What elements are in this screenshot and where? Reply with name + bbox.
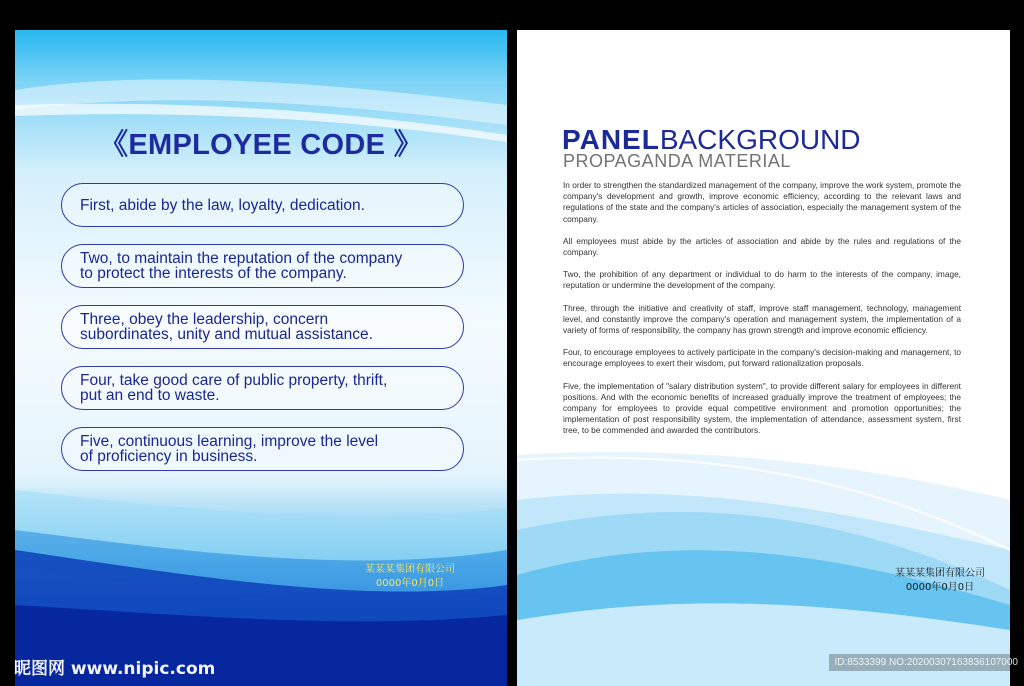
panel-subheading: PROPAGANDA MATERIAL [563,151,791,171]
left-company-name: 某某某集团有限公司 [365,564,455,575]
paragraph: Three, through the initiative and creativity of staff, improve staff management, technology, management level, and constantly improve the company's operation and management system, the implementation of a variety of forms of responsibility, the company has grown strength and improve economic efficiency. [563,302,961,336]
right-company-name: 某某某集团有限公司 [895,568,985,579]
rules-list [61,183,464,488]
rule-item-5: Five, continuous learning, improve the level of proficiency in business. [61,427,464,471]
panel-background-page [517,30,1010,686]
rule-item-2: Two, to maintain the reputation of the company to protect the interests of the company. [61,244,464,288]
paragraph: Five, the implementation of "salary distribution system", to provide different salary for employees in different positions. And with the economic benefits of increased gradually improve the treatment of employees; the company for employees to provide equal competitive environment and promotion opportunities; the implementation of post responsibility system, the implementation of attendance, assessment system, first tree, to be commended and awarded the contributors. [563,380,961,436]
nipic-watermark: 昵图网 www.nipic.com [14,659,216,679]
rule-item-3: Three, obey the leadership, concern subordinates, unity and mutual assistance. [61,305,464,349]
rule-item-4: Four, take good care of public property, thrift, put an end to waste. [61,366,464,410]
rule-item-1: First, abide by the law, loyalty, dedication. [61,183,464,227]
paragraph: Two, the prohibition of any department or individual to do harm to the interests of the company, image, reputation or undermine the development of the company. [563,269,961,291]
paragraph: Four, to encourage employees to actively participate in the company's decision-making and management, to encourage employees to exert their wisdom, put forward rationalization proposals. [563,347,961,369]
heading-bold-word: PANEL [562,124,660,155]
right-signature [865,567,1010,595]
employee-code-panel [15,30,507,686]
heading-regular-word: BACKGROUND [659,124,861,155]
image-id-stamp: ID:8533399 NO:20200307163836107000 [829,654,1024,671]
right-date: 0000年0月0日 [905,582,975,593]
paragraph: In order to strengthen the standardized management of the company, improve the work system, promote the company's development and growth, improve economic efficiency, according to the relevant laws and regulations of the state and the company's articles of association, especially the management system of the company. [563,180,961,224]
left-signature [335,563,485,591]
employee-code-title: 《EMPLOYEE CODE 》 [99,129,423,161]
paragraph: All employees must abide by the articles of association and abide by the rules and regulations of the company. [563,235,961,258]
body-text [563,180,961,448]
left-date: 0000年0月0日 [375,578,445,589]
